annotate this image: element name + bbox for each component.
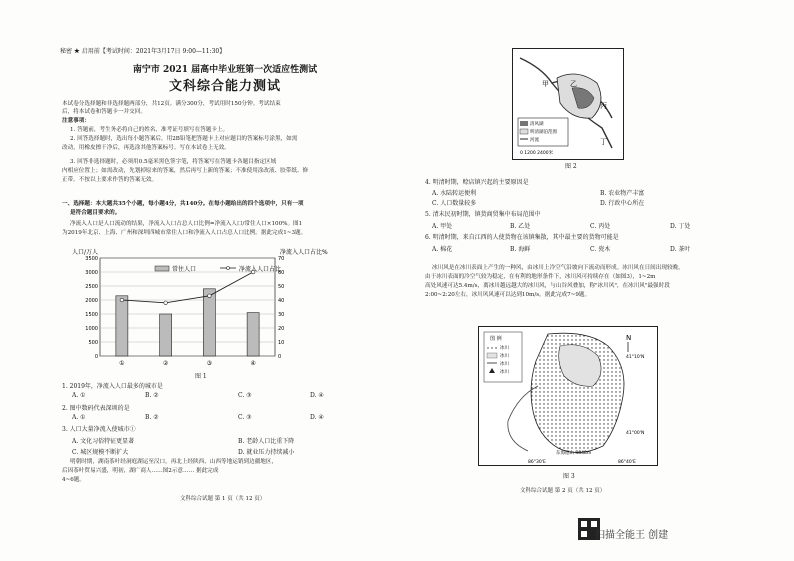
- x-tick: ①: [119, 360, 125, 367]
- population-chart: [70, 246, 340, 371]
- q5-option-d[interactable]: D. 丁处: [670, 223, 691, 230]
- question-5: 5. 清末民初时期，镇货商贸集中布局范围中: [425, 211, 541, 218]
- y-tick-left: 0: [94, 354, 98, 360]
- q6-option-b[interactable]: B. 海鲜: [510, 246, 531, 253]
- y-tick-right: 0: [278, 354, 282, 360]
- q4-option-c[interactable]: C. 人口数量较多: [432, 200, 477, 207]
- section-heading: 一、选择题：本大题共35个小题，每小题4分，共140分。在每小题给出的四个选项中，只有一项: [62, 201, 304, 207]
- y-tick-right: 30: [278, 312, 285, 318]
- q4-option-d[interactable]: D. 行政中心所在: [600, 200, 645, 207]
- y-tick-right: 10: [278, 340, 285, 346]
- y-tick-right: 40: [278, 298, 285, 304]
- q3-option-a[interactable]: A. 文化习俗特征更显著: [72, 438, 135, 445]
- intro-line-1: 本试卷分选择题和非选择题两部分，共12页。满分300分，考试用时150分钟。考试结束: [62, 101, 281, 107]
- map3-lon-2: 86°40'E: [618, 460, 636, 465]
- q2-option-a[interactable]: A. ①: [72, 414, 86, 421]
- note-item: 2. 回答选择题时，选出每小题答案后，用2B铅笔把答题卡上对应题目的答案标号涂黑，如需: [70, 136, 298, 142]
- q5-option-a[interactable]: A. 甲处: [432, 223, 453, 230]
- q5-option-b[interactable]: B. 乙处: [510, 223, 531, 230]
- ratio-line: [122, 272, 253, 303]
- note-item: 改动，用橡皮擦干净后，再选涂其他答案标号。写在本试卷上无效。: [62, 145, 230, 151]
- map3-peak: 东海德山 3848m: [556, 451, 592, 456]
- x-tick: ②: [162, 360, 169, 367]
- material-2-line: 明朝时期，湖南茶叶经洞庭湖运至汉口，再北上经陕西、山西等地运销到边疆地区，: [70, 459, 277, 465]
- notes-heading: 注意事项：: [62, 118, 90, 124]
- note-item: 3. 回答非选择题时，必须用0.5毫米黑色签字笔，将答案写在答题卡各题目指定区域: [70, 159, 277, 165]
- y-axis-right-label: 净流入人口占比%: [280, 249, 328, 256]
- x-tick: ④: [250, 360, 256, 367]
- note-item: 内相应位置上；如需改动，先划掉原来的答案，然后再写上新的答案；不准使用涂改液、胶带纸、修: [62, 168, 309, 174]
- page-footer-right: 文科综合试题 第 2 页（共 12 页）: [520, 488, 606, 494]
- q3-option-d[interactable]: D. 就业压力持续减小: [238, 449, 295, 456]
- q2-option-c[interactable]: C. ③: [238, 414, 252, 421]
- x-tick: ③: [206, 360, 213, 367]
- y-tick-right: 70: [278, 256, 285, 262]
- map2-legend-1: 清风湖: [530, 122, 544, 127]
- note-item: 正带。不按以上要求作答的答案无效。: [62, 177, 158, 183]
- map-figure-3: [478, 326, 658, 466]
- q6-option-a[interactable]: A. 棉花: [432, 246, 453, 253]
- question-2: 2. 图中数码代表深圳的是: [62, 405, 130, 412]
- material-3-line: 2:00~2:20左右，冰川风风速可以达到10m/s。据此完成7~9题。: [425, 292, 591, 298]
- map-figure-2: [512, 48, 624, 160]
- map2-label-yi: 乙: [570, 80, 577, 88]
- legend-line: 净流入人口占比: [239, 266, 282, 273]
- figure-1-caption: 图 1: [195, 373, 207, 380]
- q1-option-b[interactable]: B. ②: [145, 392, 159, 399]
- material-3-line: 高处风速可达5.4m/s，离冰川越远越大的冰川风，与山谷风叠加，称"冰川风"，在冰川风"最强时段: [425, 283, 670, 289]
- map3-legend-4: 冰川: [500, 370, 509, 375]
- material-line: 净流入人口是人口流动的结果，净流入人口占总人口比例=净流入人口/常住人口×100%。图1: [70, 221, 303, 227]
- map3-legend-title: 图 例: [490, 336, 502, 342]
- map3-lon-1: 86°30'E: [528, 460, 546, 465]
- ratio-point: [164, 301, 168, 305]
- bar-population: [116, 296, 128, 356]
- note-item: 1. 答题前，考生务必将自己的姓名、准考证号填写在答题卡上。: [70, 127, 229, 133]
- q5-option-c[interactable]: C. 丙处: [590, 223, 611, 230]
- map2-legend-3: 河流: [530, 138, 539, 143]
- y-tick-left: 2000: [85, 298, 98, 304]
- bar-population: [160, 314, 172, 356]
- q6-option-d[interactable]: D. 茶叶: [670, 246, 691, 253]
- y-axis-left-label: 人口/万人: [72, 249, 99, 256]
- question-1: 1. 2019年，净流入人口最多的城市是: [62, 383, 163, 390]
- y-tick-left: 3000: [85, 270, 98, 276]
- y-tick-left: 500: [88, 340, 98, 346]
- ratio-point: [208, 294, 212, 298]
- q4-option-b[interactable]: B. 农业物产丰富: [600, 190, 645, 197]
- exam-title: 南宁市 2021 届高中毕业班第一次适应性测试: [132, 65, 318, 75]
- q4-option-a[interactable]: A. 水陆转运便利: [432, 190, 477, 197]
- material-3-line: 由于冰川表面的冷空气较为稳定，在有利的地形条件下，冰川风可持续存在（如图3），1~2m: [425, 274, 656, 280]
- chart-legend: [155, 265, 281, 273]
- y-tick-right: 60: [278, 270, 285, 276]
- question-3: 3. 人口大量净流入使城市①: [62, 426, 136, 433]
- q1-option-a[interactable]: A. ①: [72, 392, 86, 399]
- map2-label-bing: 丙: [600, 102, 607, 110]
- section-heading-2: 是符合题目要求的。: [70, 210, 121, 216]
- map3-legend-3: 冰川: [500, 362, 509, 367]
- confidential-header: 秘密 ★ 启用前【考试时间：2021年3月17日 9:00—11:30】: [60, 48, 226, 55]
- bar-population: [247, 313, 259, 356]
- material-2-line: 后因茶叶贸易兴盛，明初，湖广商人……图2示意…… 据此完成: [62, 468, 219, 474]
- y-tick-left: 1000: [85, 326, 98, 332]
- page-footer-left: 文科综合试题 第 1 页（共 12 页）: [180, 496, 266, 502]
- map3-lat-2: 41°00'N: [626, 431, 645, 436]
- question-4: 4. 明清时期，赊店镇兴起的主要原因是: [425, 179, 529, 186]
- y-tick-right: 20: [278, 326, 285, 332]
- y-tick-right: 50: [278, 284, 285, 290]
- material-2-line: 4~6题。: [62, 477, 85, 483]
- material-3-line: 冰川风是在冰川表面上产生的一种风，由冰川上冷空气沿坡向下流动而形成。冰川风在日间出现较晚，: [432, 265, 684, 271]
- q2-option-d[interactable]: D. ④: [310, 414, 324, 421]
- map3-north: N: [626, 334, 632, 342]
- ratio-point: [120, 298, 124, 302]
- map2-label-jia: 甲: [542, 80, 549, 88]
- y-tick-left: 1500: [85, 312, 98, 318]
- bar-population: [203, 289, 215, 356]
- intro-line-2: 后，将本试卷和答题卡一并交回。: [62, 109, 146, 115]
- map3-lat-1: 41°10'N: [626, 355, 645, 360]
- y-tick-left: 3500: [85, 256, 98, 262]
- q3-option-c[interactable]: C. 城区规模不断扩大: [72, 449, 129, 456]
- map3-legend-1: 冰川: [500, 346, 509, 351]
- q2-option-b[interactable]: B. ②: [145, 414, 159, 421]
- map3-legend-2: 冰川: [500, 354, 509, 359]
- legend-bar: 常住人口: [172, 266, 197, 273]
- q3-option-b[interactable]: B. 老龄人口比重下降: [238, 438, 295, 445]
- material-line: 为2019年北京、上海、广州和深圳四城市常住人口和净流入人口占总人口比例。据此完成1~3题。: [62, 230, 307, 236]
- map2-scale: 0 1200 2400米: [520, 151, 554, 156]
- q6-option-c[interactable]: C. 瓷木: [590, 246, 611, 253]
- q1-option-c[interactable]: C. ③: [238, 392, 252, 399]
- map2-legend-2: 明清湖泊范围: [530, 130, 557, 135]
- y-tick-left: 2500: [85, 284, 98, 290]
- subject-title: 文科综合能力测试: [168, 79, 281, 94]
- figure-3-caption: 图 3: [563, 473, 575, 480]
- figure-2-caption: 图 2: [565, 163, 577, 170]
- q1-option-d[interactable]: D. ④: [310, 392, 324, 399]
- map2-label-ding: 丁: [600, 138, 607, 146]
- question-6: 6. 明清时期，来自江西的人使货物在该镇集散，其中最主要的货物可能是: [425, 234, 619, 241]
- scanner-watermark: 扫描全能王 创建: [595, 530, 669, 541]
